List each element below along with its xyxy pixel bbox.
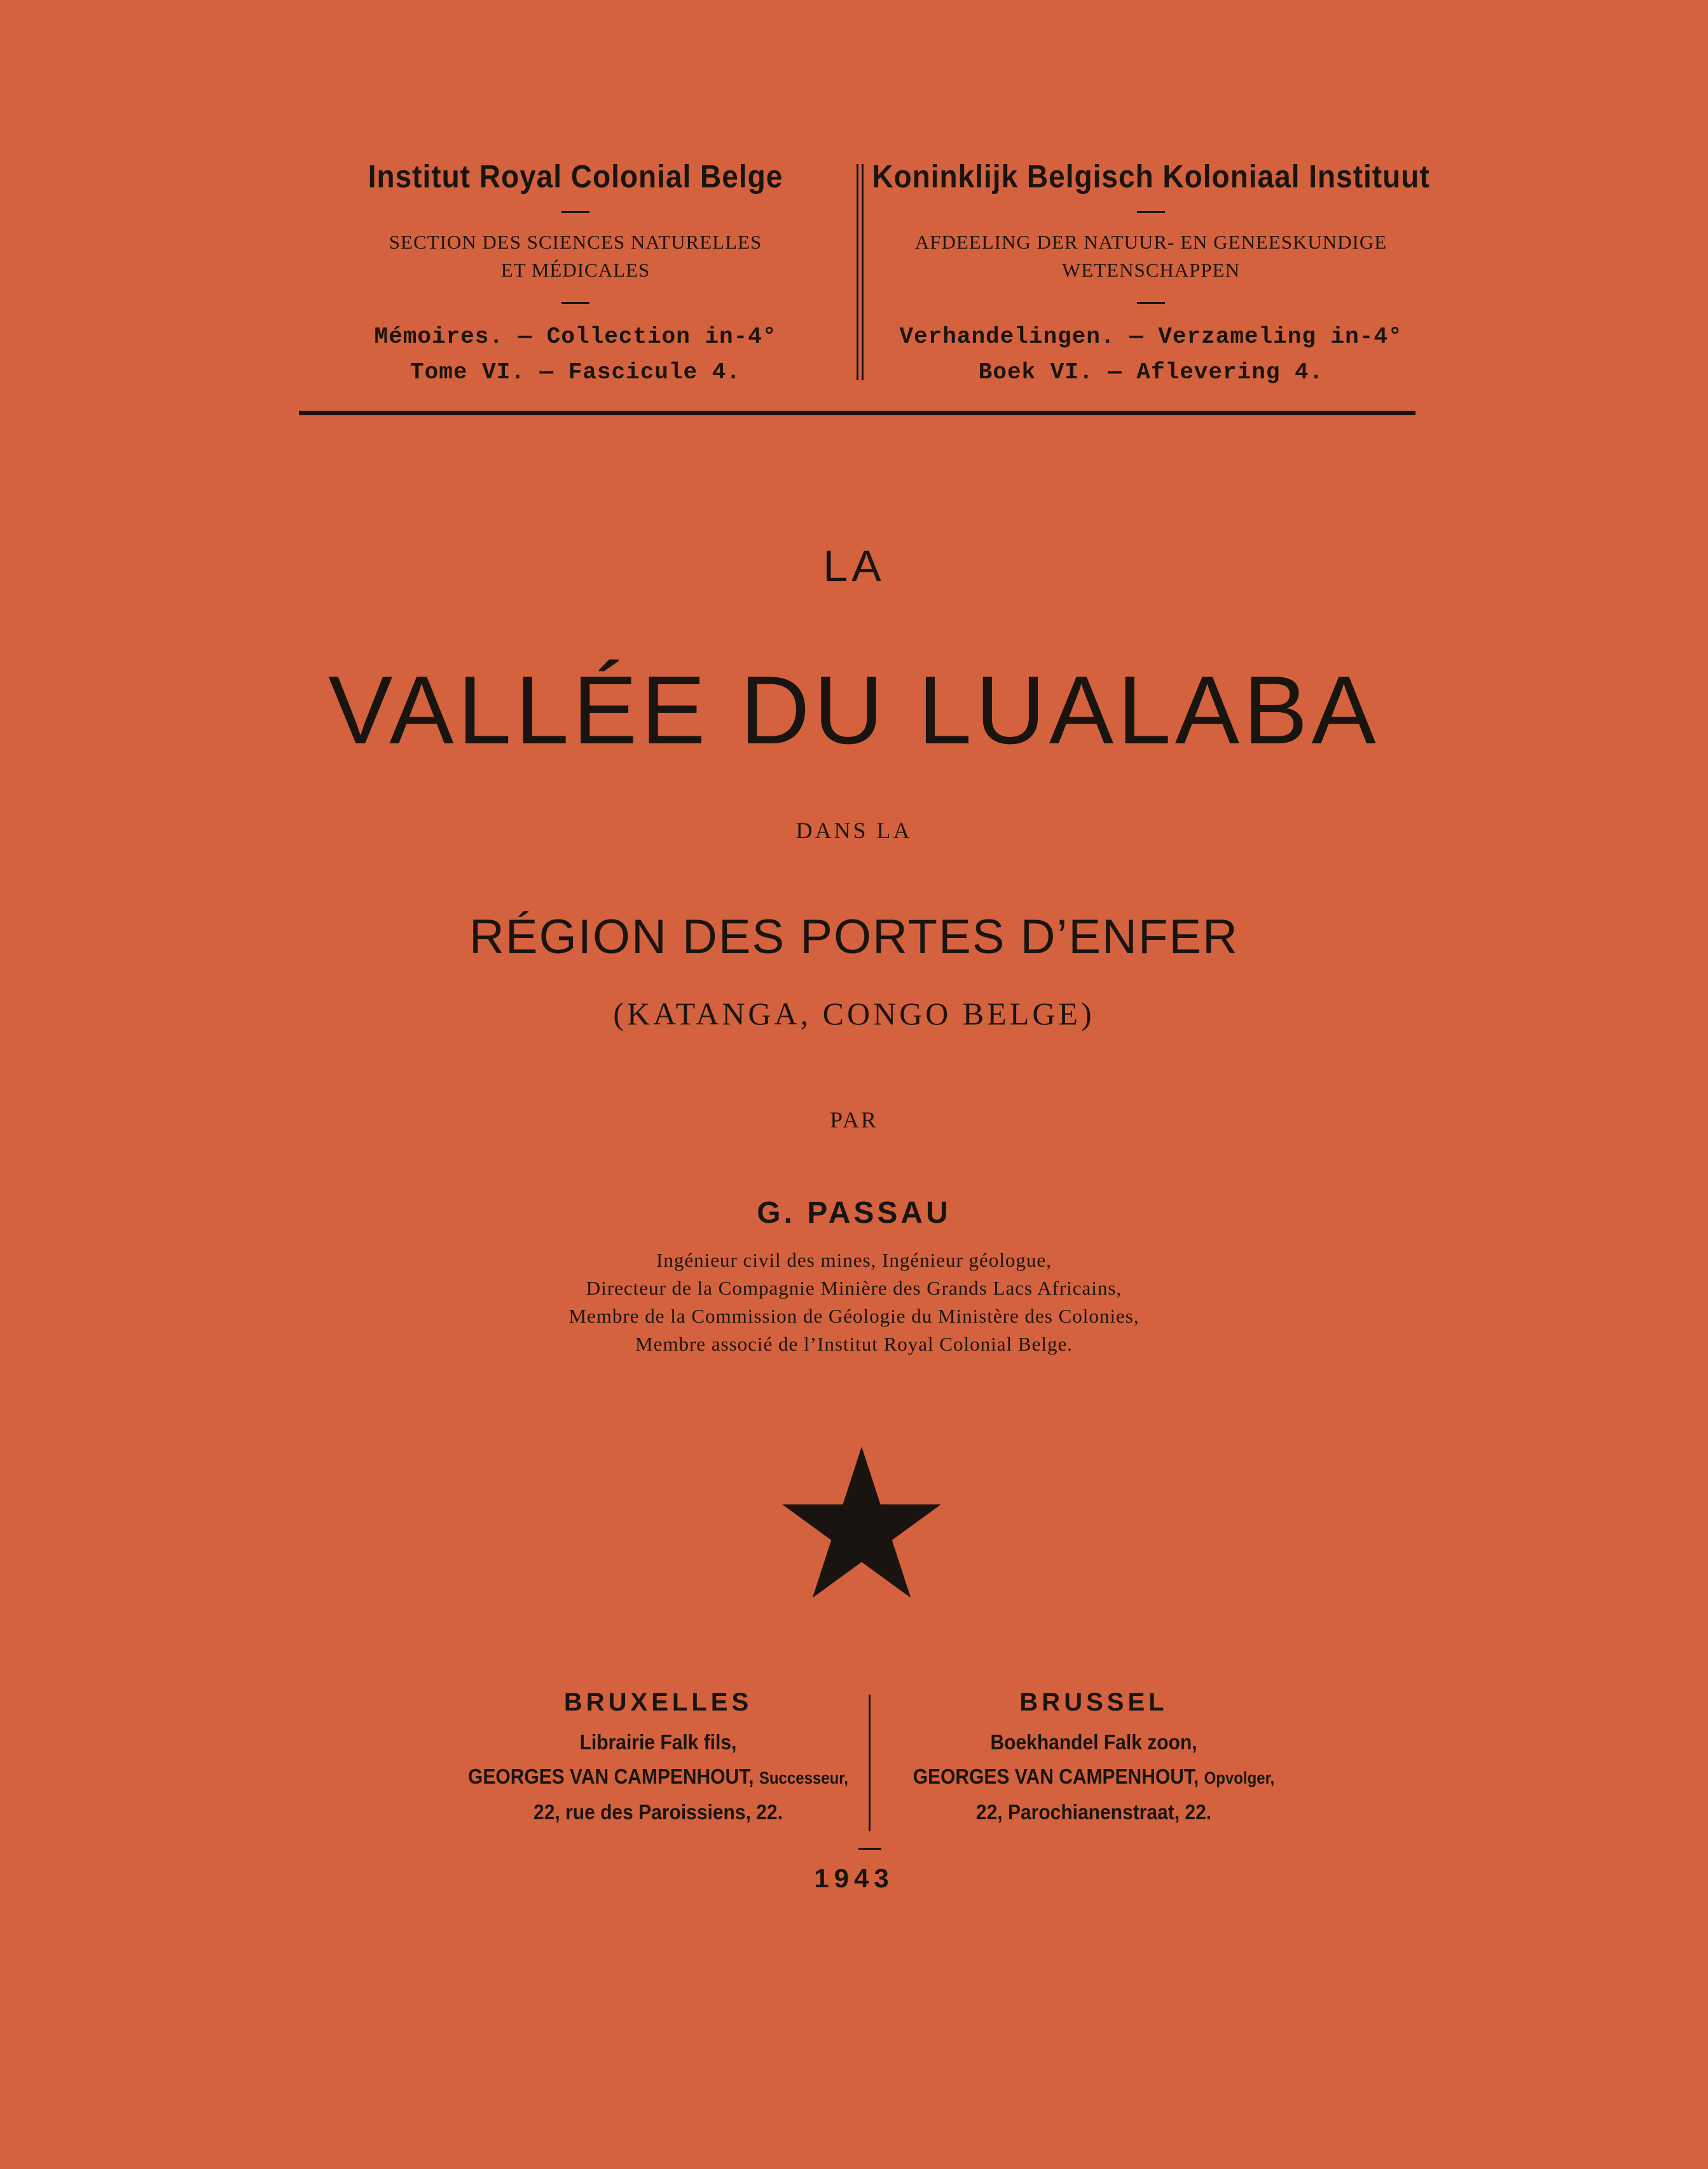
footer-left bbox=[445, 1688, 871, 1830]
successor-role-fr: Successeur, bbox=[759, 1768, 848, 1788]
title-article: LA bbox=[823, 541, 885, 591]
title-region: RÉGION DES PORTES D’ENFER bbox=[469, 910, 1239, 964]
successor-name-nl: GEORGES VAN CAMPENHOUT, bbox=[913, 1765, 1199, 1789]
section-line-2-fr: ET MÉDICALES bbox=[500, 259, 651, 281]
author-credentials bbox=[0, 1246, 1708, 1358]
header-dash bbox=[1137, 211, 1165, 213]
credential-line: Membre associé de l’Institut Royal Colonial Belge. bbox=[635, 1333, 1073, 1355]
address-fr: 22, rue des Paroissiens, 22. bbox=[534, 1801, 783, 1824]
address-nl: 22, Parochianenstraat, 22. bbox=[975, 1801, 1212, 1824]
footer-divider-line bbox=[869, 1695, 871, 1831]
section-line-1-nl: AFDEELING DER NATUUR- EN GENEESKUNDIGE bbox=[914, 231, 1388, 253]
star-icon bbox=[782, 1447, 941, 1599]
series-nl: Verhandelingen. — Verzameling in-4° bbox=[899, 324, 1403, 350]
successor-name-fr: GEORGES VAN CAMPENHOUT, bbox=[468, 1765, 754, 1789]
series-fr: Mémoires. — Collection in-4° bbox=[374, 324, 777, 350]
title-subtitle: (KATANGA, CONGO BELGE) bbox=[613, 996, 1095, 1031]
footer-right bbox=[871, 1688, 1316, 1830]
publication-year: 1943 bbox=[814, 1863, 894, 1893]
footer-dash bbox=[858, 1848, 881, 1850]
header-left bbox=[299, 159, 852, 390]
publisher-city-fr: BRUXELLES bbox=[563, 1688, 753, 1716]
volume-nl: Boek VI. — Aflevering 4. bbox=[978, 359, 1324, 385]
title-connector: DANS LA bbox=[795, 818, 913, 843]
header-dash bbox=[561, 211, 589, 213]
section-line-1-fr: SECTION DES SCIENCES NATURELLES bbox=[389, 231, 762, 253]
page-title: VALLÉE DU LUALABA bbox=[328, 656, 1380, 764]
institute-name-nl: Koninklijk Belgisch Koloniaal Instituut bbox=[872, 158, 1430, 195]
header-dash bbox=[1137, 302, 1165, 304]
publisher-city-nl: BRUSSEL bbox=[1019, 1688, 1168, 1716]
header-divider-line bbox=[857, 164, 858, 380]
header-right bbox=[871, 159, 1431, 390]
volume-fr: Tome VI. — Fascicule 4. bbox=[410, 359, 741, 385]
successor-nl bbox=[871, 1758, 1316, 1798]
author-name: G. PASSAU bbox=[757, 1196, 951, 1230]
header-rule bbox=[299, 411, 1415, 415]
credential-line: Membre de la Commission de Géologie du Ministère des Colonies, bbox=[568, 1305, 1140, 1327]
header-dash bbox=[561, 302, 589, 304]
bookshop-nl: Boekhandel Falk zoon, bbox=[990, 1731, 1197, 1754]
successor-fr bbox=[445, 1758, 871, 1798]
credential-line: Ingénieur civil des mines, Ingénieur géologue, bbox=[656, 1249, 1052, 1271]
title-by: PAR bbox=[830, 1107, 878, 1133]
successor-role-nl: Opvolger, bbox=[1204, 1768, 1275, 1788]
bookshop-fr: Librairie Falk fils, bbox=[579, 1731, 737, 1754]
header-divider-line bbox=[862, 164, 864, 380]
institute-name-fr: Institut Royal Colonial Belge bbox=[368, 158, 783, 195]
section-line-2-nl: WETENSCHAPPEN bbox=[1062, 259, 1240, 281]
credential-line: Directeur de la Compagnie Minière des Grands Lacs Africains, bbox=[586, 1277, 1122, 1299]
